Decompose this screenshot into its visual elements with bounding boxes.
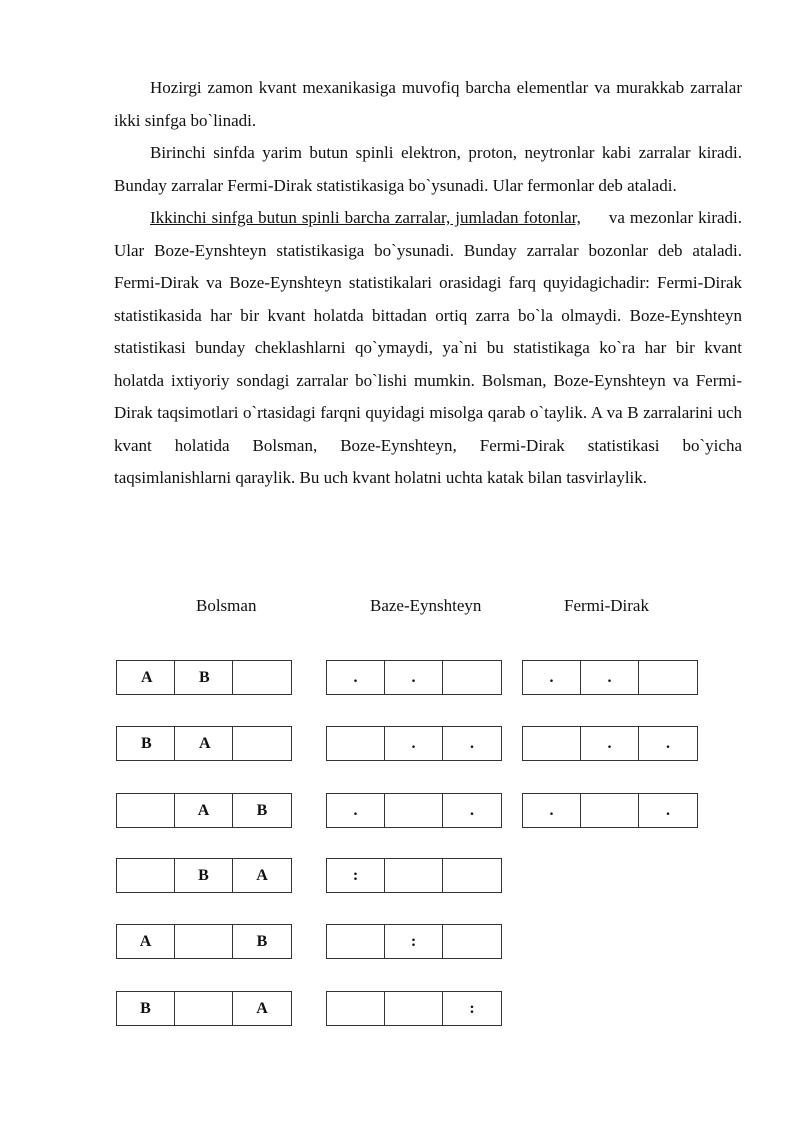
bolsman-row [116,858,292,893]
bolsman-row [116,991,292,1026]
header-boze-eynshteyn: Baze-Eynshteyn [370,596,482,615]
boze-row [326,793,502,828]
boze-cell [327,727,385,760]
boze-cell: . [327,661,385,694]
boze-cell [443,925,501,958]
fermi-cell: . [666,734,670,752]
boze-cell [443,661,501,694]
bolsman-cell: A [117,925,175,958]
bolsman-cell [175,992,233,1025]
bolsman-cell: A [175,727,233,760]
paragraph-1: Hozirgi zamon kvant mexanikasiga muvofiq barcha elementlar va murakkab zarralar ikki sinfga bo`linadi. [114,78,742,130]
boze-cell: . [385,661,443,694]
paragraph-3-rest: mezonlar kiradi. Ular Boze-Eynshteyn statistikasiga bo`ysunadi. Bunday zarralar bozonlar deb ataladi. Fermi-Dirak va Boze-Eynshteyn statistikalari orasidagi farq quyidagichadir: Fermi-Dirak statistikasida har bir kvant holatda bittadan ortiq zarra bo`la olmaydi. Boze-Eynshteyn statistikasi bunday cheklashlarni qo`ymaydi, ya`ni bu statistikaga ko`ra har bir kvant holatda ixtiyoriy sondagi zarralar bo`lishi mumkin. Bolsman, Boze-Eynshteyn va Fermi-Dirak taqsimotlari o`rtasidagi farqni quyidagi misolga qarab o`taylik. A va B zarralarini uch kvant holatida Bolsman, Boze-Eynshteyn, Fermi-Dirak statistikasi bo`yicha taqsimlanishlarni qaraylik. Bu uch kvant holatni uchta katak bilan tasvirlaylik. [114,208,743,487]
bolsman-cell: A [117,661,175,694]
bolsman-cell: B [175,859,233,892]
boze-cell: : [327,859,385,892]
fermi-cell [523,727,581,760]
fermi-cell: . [666,801,670,819]
paragraph-3 [114,202,742,495]
bolsman-cell: B [175,661,233,694]
paragraph-2: Birinchi sinfda yarim butun spinli elektron, proton, neytronlar kabi zarralar kiradi. Bunday zarralar Fermi-Dirak statistikasiga bo`ysunadi. Ular fermonlar deb ataladi. [114,143,742,195]
boze-cell: . [470,801,474,819]
boze-cell: . [470,734,474,752]
boze-cell: . [327,794,385,827]
bolsman-cell: B [117,727,175,760]
bolsman-cell [175,925,233,958]
fermi-row [522,726,698,761]
boze-cell [385,992,443,1025]
bolsman-cell: B [256,801,268,819]
boze-row [326,991,502,1026]
bolsman-row [116,793,292,828]
boze-cell [443,859,501,892]
bolsman-cell [117,859,175,892]
bolsman-row [116,726,292,761]
bolsman-row [116,924,292,959]
boze-row [326,726,502,761]
boze-row [326,660,502,695]
boze-cell: . [385,727,443,760]
conjunction-va: va [608,208,625,227]
boze-row [326,858,502,893]
fermi-cell: . [523,794,581,827]
boze-cell [385,794,443,827]
bolsman-cell: B [256,932,268,950]
fermi-cell: . [581,727,639,760]
boze-cell [385,859,443,892]
fermi-cell [581,794,639,827]
boze-cell [327,925,385,958]
bolsman-cell: A [256,866,268,884]
bolsman-cell: A [175,794,233,827]
fermi-row [522,793,698,828]
bolsman-cell: A [256,999,268,1017]
fermi-cell [639,661,697,694]
bolsman-cell [117,794,175,827]
boze-cell: : [385,925,443,958]
header-fermi-dirak: Fermi-Dirak [564,596,649,615]
bolsman-cell [233,661,291,694]
bolsman-cell: B [117,992,175,1025]
boze-row [326,924,502,959]
boze-cell [327,992,385,1025]
bolsman-cell [233,727,291,760]
fermi-cell: . [523,661,581,694]
bolsman-row [116,660,292,695]
boze-cell: : [469,999,475,1017]
body-text [114,72,742,495]
fermi-cell: . [581,661,639,694]
fermi-row [522,660,698,695]
header-bolsman: Bolsman [196,596,257,615]
underlined-phrase: Ikkinchi sinfga butun spinli barcha zarralar, jumladan fotonlar, [150,208,581,227]
